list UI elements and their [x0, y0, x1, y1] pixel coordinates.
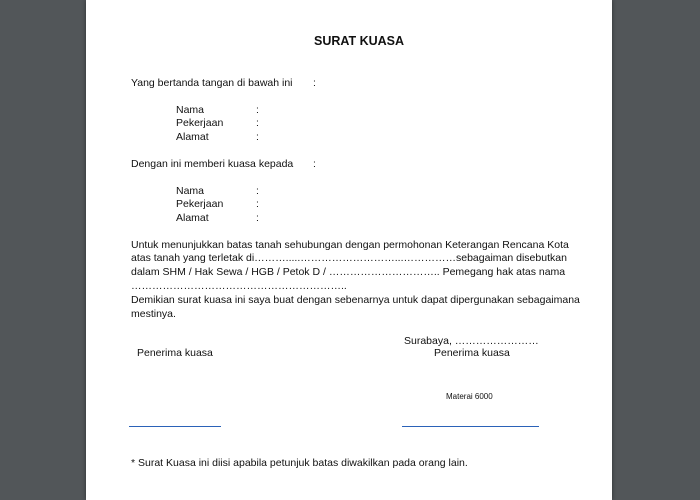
left-signer-label: Penerima kuasa [137, 347, 213, 359]
grant-colon: : [313, 158, 316, 170]
document-title: SURAT KUASA [314, 34, 405, 48]
grantee-pekerjaan-colon: : [256, 198, 259, 210]
closing-line: mestinya. [131, 308, 176, 320]
grantee-alamat-colon: : [256, 212, 259, 224]
grantor-alamat-label: Alamat [176, 131, 209, 143]
grant-text: Dengan ini memberi kuasa kepada [131, 158, 294, 170]
grantor-alamat-colon: : [256, 131, 259, 143]
purpose-line: …………………………………………………….. [131, 280, 347, 292]
intro-text: Yang bertanda tangan di bawah ini [131, 77, 293, 89]
grantor-nama-colon: : [256, 104, 259, 116]
grantor-nama-label: Nama [176, 104, 205, 116]
place-date: Surabaya, …………………… [404, 335, 539, 347]
right-signer-label: Penerima kuasa [434, 347, 510, 359]
purpose-line: dalam SHM / Hak Sewa / HGB / Petok D / ………………………….. Pemegang hak atas nama [131, 266, 566, 278]
grantee-pekerjaan-label: Pekerjaan [176, 198, 224, 210]
intro-colon: : [313, 77, 316, 89]
grantee-alamat-label: Alamat [176, 212, 209, 224]
grantor-pekerjaan-label: Pekerjaan [176, 117, 224, 129]
footnote: * Surat Kuasa ini diisi apabila petunjuk batas diwakilkan pada orang lain. [131, 457, 468, 469]
right-signature-line [402, 426, 539, 427]
grantee-nama-label: Nama [176, 185, 205, 197]
grantor-pekerjaan-colon: : [256, 117, 259, 129]
document-page [86, 0, 612, 500]
grantee-nama-colon: : [256, 185, 259, 197]
purpose-line: Untuk menunjukkan batas tanah sehubungan dengan permohonan Keterangan Rencana Kota [131, 239, 569, 251]
purpose-line: atas tanah yang terletak di……….....………………………...……………sebagaiman disebutkan [131, 252, 567, 264]
stamp-label: Materai 6000 [446, 392, 493, 401]
closing-line: Demikian surat kuasa ini saya buat dengan sebenarnya untuk dapat dipergunakan sebagaimana [131, 294, 580, 306]
left-signature-line [129, 426, 221, 427]
